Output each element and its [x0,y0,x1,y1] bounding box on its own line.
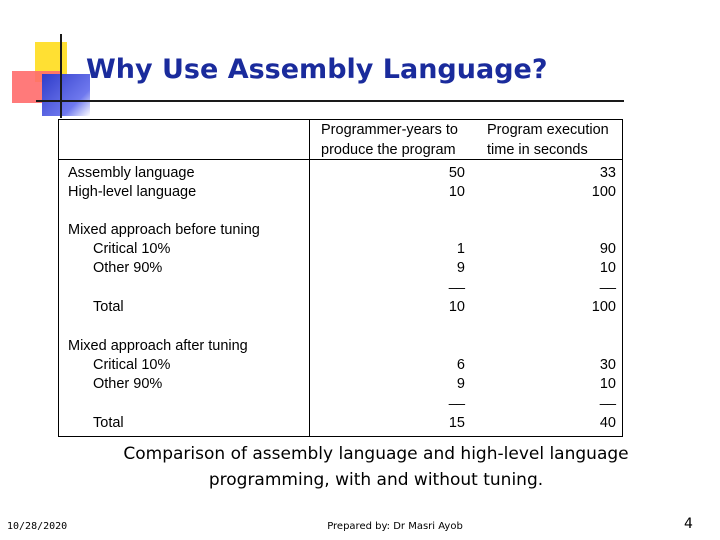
total-time: 40 [599,415,616,431]
row-time: 90 [599,241,616,257]
table-column-divider [309,120,310,436]
total-label: Total [93,299,124,315]
sum-rule: __ [448,390,465,406]
page-number: 4 [684,516,693,532]
total-label: Total [93,415,124,431]
comparison-table [58,119,623,437]
row-years: 6 [456,357,465,373]
section-label: Mixed approach before tuning [68,222,260,238]
decor-blue-square [42,74,90,116]
slide-title: Why Use Assembly Language? [86,54,548,85]
row-label: Other 90% [93,260,163,276]
row-time: 33 [599,165,616,181]
header-years-line1: Programmer-years to [321,122,458,138]
header-years-line2: produce the program [321,142,456,158]
row-time: 100 [591,184,616,200]
row-label: Critical 10% [93,357,171,373]
row-label: Assembly language [68,165,195,181]
row-years: 1 [456,241,465,257]
row-years: 9 [456,260,465,276]
total-years: 10 [448,299,465,315]
title-underline [36,100,624,102]
row-years: 10 [448,184,465,200]
header-time-line1: Program execution [487,122,609,138]
row-years: 9 [456,376,465,392]
caption-line1: Comparison of assembly language and high-level language [123,444,629,464]
row-label: Critical 10% [93,241,171,257]
row-time: 30 [599,357,616,373]
sum-rule: __ [599,390,616,406]
decor-vertical-line [60,34,62,118]
footer-date: 10/28/2020 [7,521,68,532]
row-years: 50 [448,165,465,181]
caption-line2: programming, with and without tuning. [208,470,544,490]
row-time: 10 [599,260,616,276]
row-label: High-level language [68,184,197,200]
header-time-line2: time in seconds [487,142,588,158]
total-time: 100 [591,299,616,315]
row-label: Other 90% [93,376,163,392]
footer-author: Prepared by: Dr Masri Ayob [327,521,463,532]
row-time: 10 [599,376,616,392]
table-caption [60,441,692,493]
sum-rule: __ [448,274,465,290]
sum-rule: __ [599,274,616,290]
section-label: Mixed approach after tuning [68,338,248,354]
total-years: 15 [448,415,465,431]
